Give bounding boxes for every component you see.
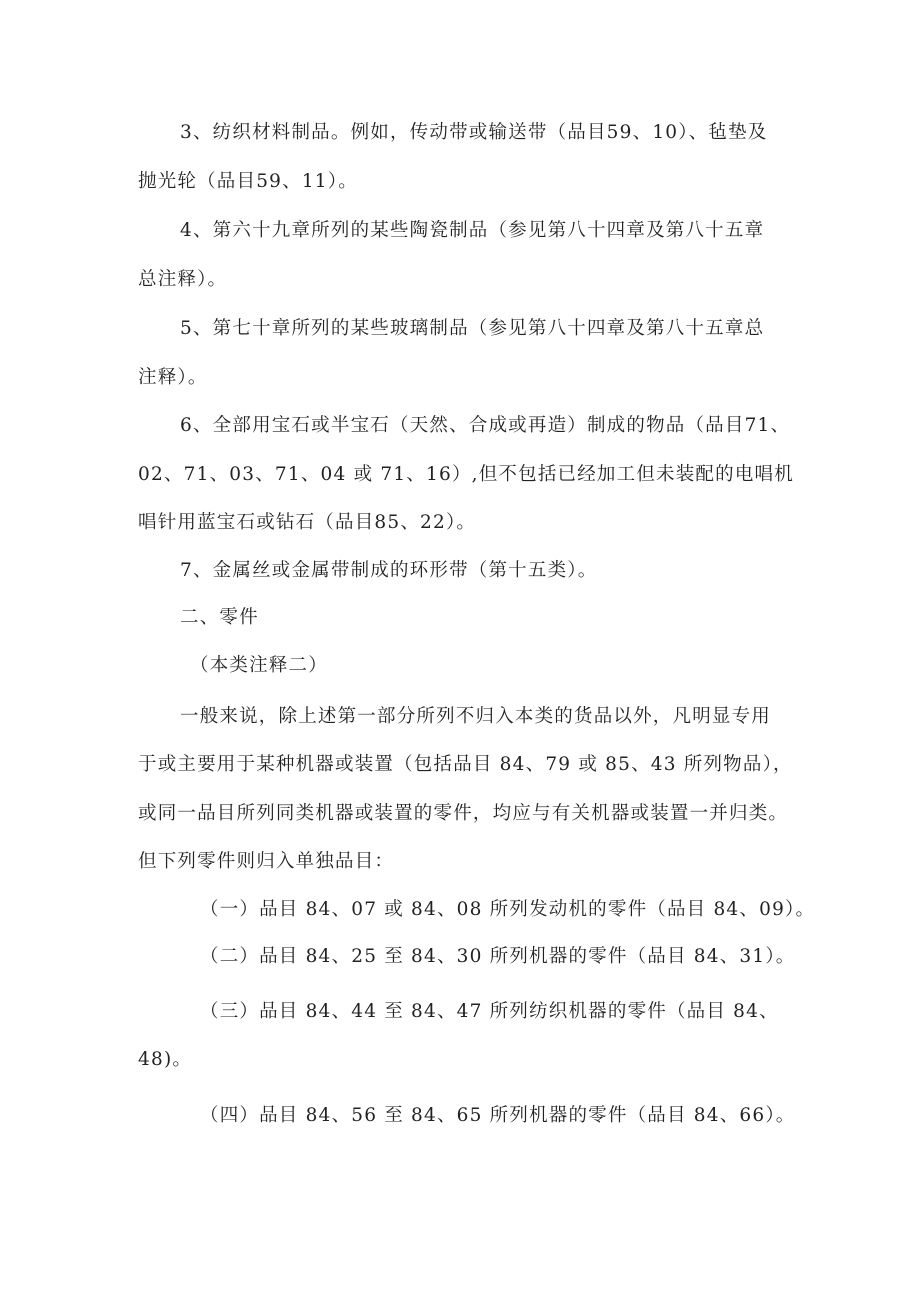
section-heading-parts: 二、零件 <box>180 607 259 628</box>
sub-item-4: （四）品目 84、56 至 84、65 所列机器的零件（品目 84、66）。 <box>200 1105 796 1126</box>
item-3-line-1: 3、纺织材料制品。例如，传动带或输送带（品目59、10）、毡垫及 <box>180 122 768 143</box>
sub-item-3-line-1: （三）品目 84、44 至 84、47 所列纺织机器的零件（品目 84、 <box>200 1001 779 1022</box>
item-4-line-1: 4、第六十九章所列的某些陶瓷制品（参见第八十四章及第八十五章 <box>180 220 765 241</box>
general-paragraph-line-1: 一般来说，除上述第一部分所列不归入本类的货品以外，凡明显专用 <box>180 706 772 727</box>
item-6-line-2: 02、71、03、71、04 或 71、16）,但不包括已经加工但未装配的电唱机 <box>138 464 794 485</box>
item-3-line-2: 抛光轮（品目59、11）。 <box>138 171 358 192</box>
general-paragraph-line-4: 但下列零件则归入单独品目： <box>138 851 395 872</box>
item-5-line-2: 注释）。 <box>138 367 208 388</box>
item-5-line-1: 5、第七十章所列的某些玻璃制品（参见第八十四章及第八十五章总 <box>180 318 765 339</box>
item-7-line-1: 7、金属丝或金属带制成的环形带（第十五类）。 <box>180 560 598 581</box>
general-paragraph-line-3: 或同一品目所列同类机器或装置的零件，均应与有关机器或装置一并归类。 <box>138 803 789 824</box>
general-paragraph-line-2: 于或主要用于某种机器或装置（包括品目 84、79 或 85、43 所列物品）， <box>138 754 793 775</box>
section-note-reference: （本类注释二） <box>190 655 328 676</box>
sub-item-3-line-2: 48)。 <box>138 1049 193 1070</box>
item-6-line-1: 6、全部用宝石或半宝石（天然、合成或再造）制成的物品（品目71、 <box>180 415 791 436</box>
sub-item-2: （二）品目 84、25 至 84、30 所列机器的零件（品目 84、31）。 <box>200 946 796 967</box>
item-6-line-3: 唱针用蓝宝石或钻石（品目85、22）。 <box>138 512 477 533</box>
sub-item-1: （一）品目 84、07 或 84、08 所列发动机的零件（品目 84、09）。 <box>200 899 816 920</box>
item-4-line-2: 总注释）。 <box>138 269 228 290</box>
